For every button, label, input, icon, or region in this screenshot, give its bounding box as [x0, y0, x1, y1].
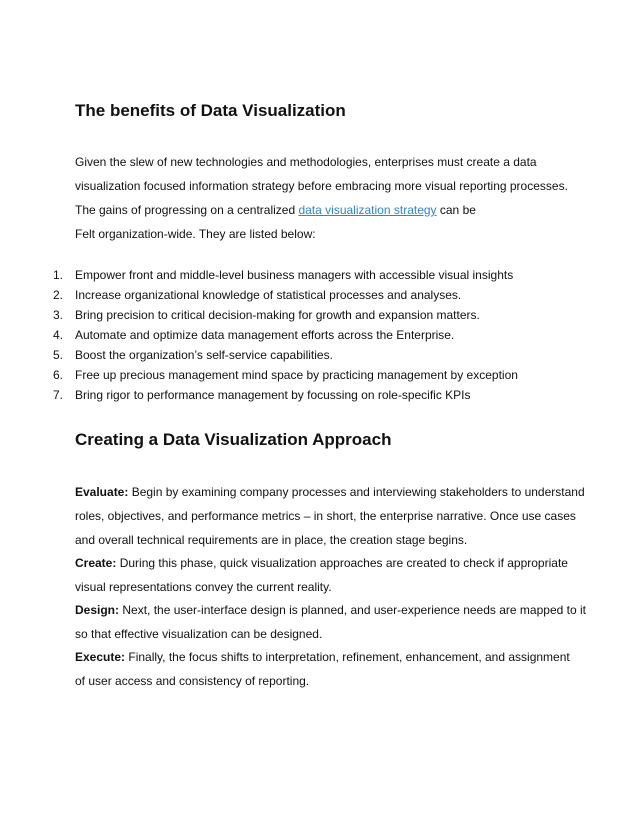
create-line-2: visual representations convey the current reality. — [75, 580, 332, 594]
list-item-number: 7. — [53, 388, 64, 402]
list-item — [0, 367, 600, 383]
intro-line-3-before: The gains of progressing on a centralized — [75, 203, 299, 217]
design-text: Next, the user-interface design is planned, and user-experience needs are mapped to it — [119, 603, 586, 617]
list-item-text: Automate and optimize data management efforts across the Enterprise. — [75, 328, 455, 342]
intro-line-3-after: can be — [436, 203, 476, 217]
intro-line-1: Given the slew of new technologies and methodologies, enterprises must create a data — [75, 155, 537, 169]
list-item-number: 1. — [53, 268, 64, 282]
list-item — [0, 267, 600, 283]
create-text: During this phase, quick visualization approaches are created to check if appropriate — [116, 556, 568, 570]
intro-line-4: Felt organization-wide. They are listed below: — [75, 227, 316, 241]
evaluate-label: Evaluate: — [75, 485, 129, 499]
section-title-benefits: The benefits of Data Visualization — [75, 101, 346, 120]
create-label: Create: — [75, 556, 117, 570]
list-item-number: 4. — [53, 328, 64, 342]
list-item-number: 6. — [53, 368, 64, 382]
list-item-number: 3. — [53, 308, 64, 322]
list-item-text: Empower front and middle-level business managers with accessible visual insights — [75, 268, 514, 282]
execute-line-1 — [75, 649, 570, 665]
list-item-text: Boost the organization’s self-service capabilities. — [75, 348, 333, 362]
evaluate-line-2: roles, objectives, and performance metrics – in short, the enterprise narrative. Once use cases — [75, 509, 576, 523]
list-item-text: Bring rigor to performance management by focussing on role-specific KPIs — [75, 388, 471, 402]
list-item-text: Increase organizational knowledge of statistical processes and analyses. — [75, 288, 462, 302]
design-line-2: so that effective visualization can be designed. — [75, 627, 323, 641]
list-item — [0, 287, 600, 303]
execute-text: Finally, the focus shifts to interpretation, refinement, enhancement, and assignment — [125, 650, 570, 664]
design-label: Design: — [75, 603, 120, 617]
list-item-text: Bring precision to critical decision-making for growth and expansion matters. — [75, 308, 480, 322]
list-item-number: 2. — [53, 288, 64, 302]
list-item — [0, 387, 600, 403]
intro-line-2: visualization focused information strategy before embracing more visual reporting processes. — [75, 179, 568, 193]
evaluate-line-1 — [75, 484, 585, 500]
list-item-number: 5. — [53, 348, 64, 362]
execute-label: Execute: — [75, 650, 126, 664]
list-item — [0, 347, 600, 363]
execute-line-2: of user access and consistency of reporting. — [75, 674, 310, 688]
intro-line-3 — [75, 202, 476, 218]
evaluate-line-3: and overall technical requirements are in place, the creation stage begins. — [75, 533, 468, 547]
create-line-1 — [75, 555, 568, 571]
data-visualization-strategy-link[interactable]: data visualization strategy — [298, 203, 437, 217]
list-item — [0, 327, 600, 343]
list-item-text: Free up precious management mind space by practicing management by exception — [75, 368, 518, 382]
design-line-1 — [75, 602, 586, 618]
section-title-approach: Creating a Data Visualization Approach — [75, 430, 392, 449]
list-item — [0, 307, 600, 323]
evaluate-text: Begin by examining company processes and interviewing stakeholders to understand — [128, 485, 585, 499]
